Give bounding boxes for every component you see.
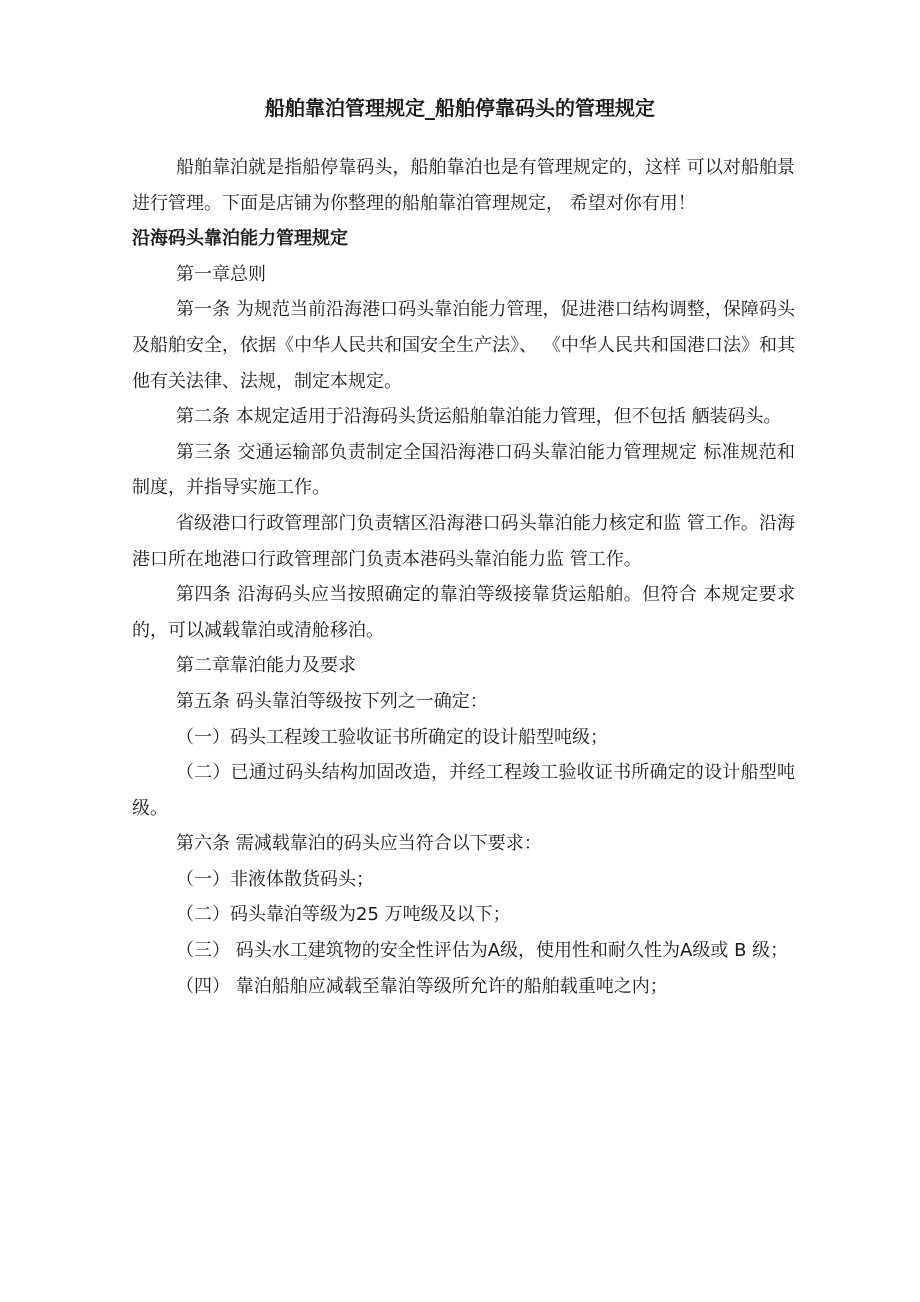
article-paragraph: 第三条 交通运输部负责制定全国沿海港口码头靠泊能力管理规定 标准规范和制度，并指导实施工作。 bbox=[132, 441, 795, 499]
article-paragraph: 第五条 码头靠泊等级按下列之一确定： bbox=[176, 690, 488, 712]
document-body bbox=[132, 150, 795, 1004]
chapter-heading: 第二章靠泊能力及要求 bbox=[176, 655, 356, 677]
list-item: （一）非液体散货码头； bbox=[176, 868, 374, 890]
section-heading: 沿海码头靠泊能力管理规定 bbox=[132, 228, 348, 250]
intro-paragraph: 船舶靠泊就是指船停靠码头，船舶靠泊也是有管理规定的，这样 可以对船舶景进行管理。下面是店铺为你整理的船舶靠泊管理规定， 希望对你有用！ bbox=[132, 157, 795, 214]
chapter-heading: 第一章总则 bbox=[176, 263, 266, 285]
list-item: （一）码头工程竣工验收证书所确定的设计船型吨级； bbox=[176, 726, 608, 748]
article-paragraph: 省级港口行政管理部门负责辖区沿海港口码头靠泊能力核定和监 管工作。沿海港口所在地港口行政管理部门负责本港码头靠泊能力监 管工作。 bbox=[132, 512, 795, 570]
article-paragraph: 第六条 需减载靠泊的码头应当符合以下要求： bbox=[176, 833, 542, 855]
article-paragraph: 第二条 本规定适用于沿海码头货运船舶靠泊能力管理，但不包括 舾装码头。 bbox=[176, 406, 782, 428]
list-item: （三） 码头水工建筑物的安全性评估为A级，使用性和耐久性为A级或 B 级； bbox=[176, 940, 789, 962]
list-item: （二）码头靠泊等级为25 万吨级及以下； bbox=[176, 904, 511, 926]
article-paragraph: 第四条 沿海码头应当按照确定的靠泊等级接靠货运船舶。但符合 本规定要求的，可以减载靠泊或清舱移泊。 bbox=[132, 584, 795, 641]
document-title: 船舶靠泊管理规定_船舶停靠码头的管理规定 bbox=[265, 96, 655, 120]
list-item: （二）已通过码头结构加固改造，并经工程竣工验收证书所确定的设计船型吨级。 bbox=[132, 762, 795, 819]
list-item: （四） 靠泊船舶应减载至靠泊等级所允许的船舶载重吨之内； bbox=[176, 975, 668, 997]
article-paragraph: 第一条 为规范当前沿海港口码头靠泊能力管理，促进港口结构调整，保障码头及船舶安全，依据《中华人民共和国安全生产法》、 《中华人民共和国港口法》和其他有关法律、法规，制定本规定。 bbox=[132, 299, 795, 392]
